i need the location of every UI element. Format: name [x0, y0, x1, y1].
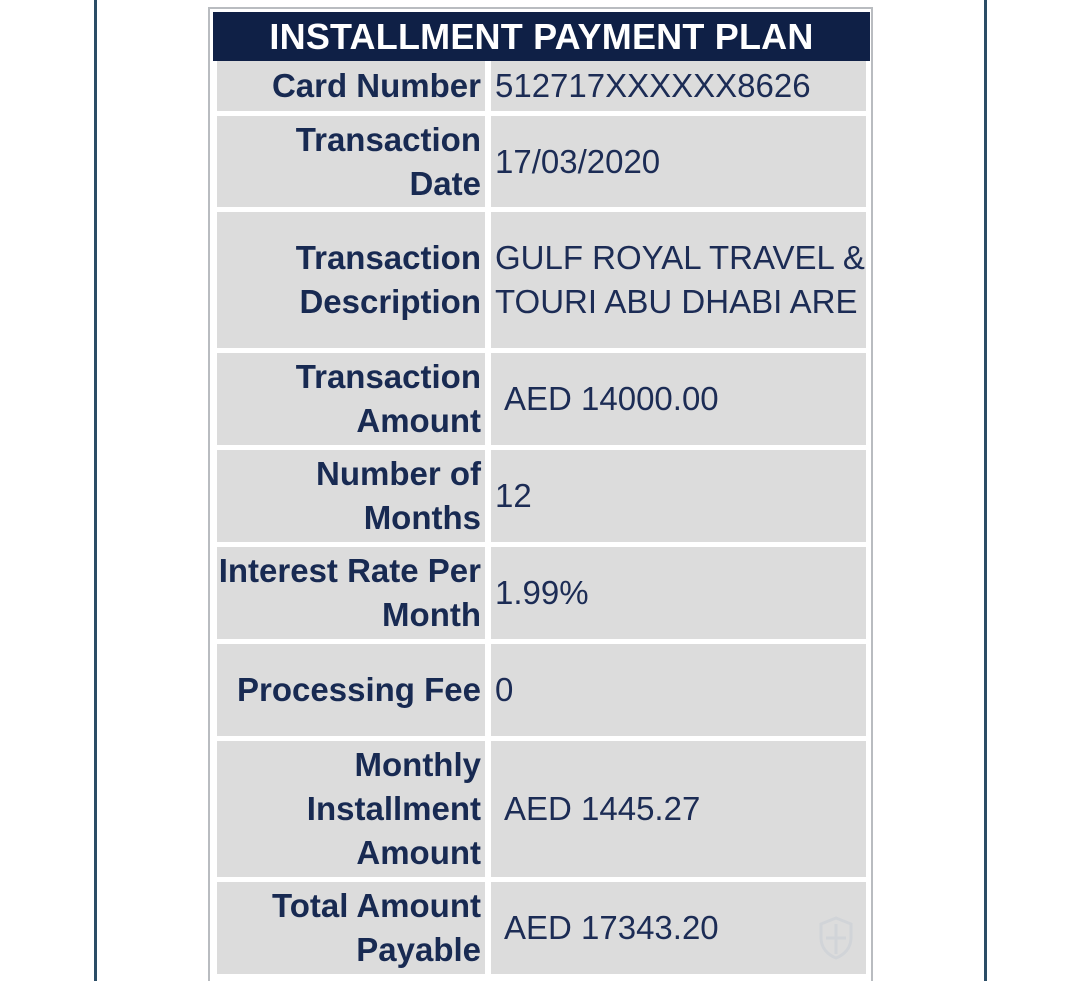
row-interest-rate — [217, 547, 866, 639]
row-processing-fee — [217, 644, 866, 736]
label-transaction-amount: Transaction Amount — [217, 353, 485, 445]
label-number-of-months: Number of Months — [217, 450, 485, 542]
value-total-payable: AED 17343.20 — [491, 882, 866, 974]
right-border-line — [984, 0, 987, 981]
value-monthly-installment: AED 1445.27 — [491, 741, 866, 877]
installment-plan-table — [208, 7, 873, 981]
label-monthly-installment: Monthly Installment Amount — [217, 741, 485, 877]
row-transaction-amount — [217, 353, 866, 445]
value-number-of-months: 12 — [491, 450, 866, 542]
label-card-number: Card Number — [217, 61, 485, 111]
row-total-payable — [217, 882, 866, 974]
shield-icon — [818, 916, 854, 960]
row-monthly-installment — [217, 741, 866, 877]
value-interest-rate: 1.99% — [491, 547, 866, 639]
row-number-of-months — [217, 450, 866, 542]
value-transaction-amount: AED 14000.00 — [491, 353, 866, 445]
label-transaction-date: Transaction Date — [217, 116, 485, 207]
value-card-number: 512717XXXXXX8626 — [491, 61, 866, 111]
label-interest-rate: Interest Rate Per Month — [217, 547, 485, 639]
row-transaction-date — [217, 116, 866, 207]
plan-title: INSTALLMENT PAYMENT PLAN — [213, 12, 870, 61]
value-processing-fee: 0 — [491, 644, 866, 736]
row-card-number — [217, 61, 866, 111]
value-transaction-date: 17/03/2020 — [491, 116, 866, 207]
value-transaction-description: GULF ROYAL TRAVEL & TOURI ABU DHABI ARE — [491, 212, 866, 348]
label-transaction-description: Transaction Description — [217, 212, 485, 348]
left-border-line — [94, 0, 97, 981]
row-transaction-description — [217, 212, 866, 348]
label-total-payable: Total Amount Payable — [217, 882, 485, 974]
label-processing-fee: Processing Fee — [217, 644, 485, 736]
